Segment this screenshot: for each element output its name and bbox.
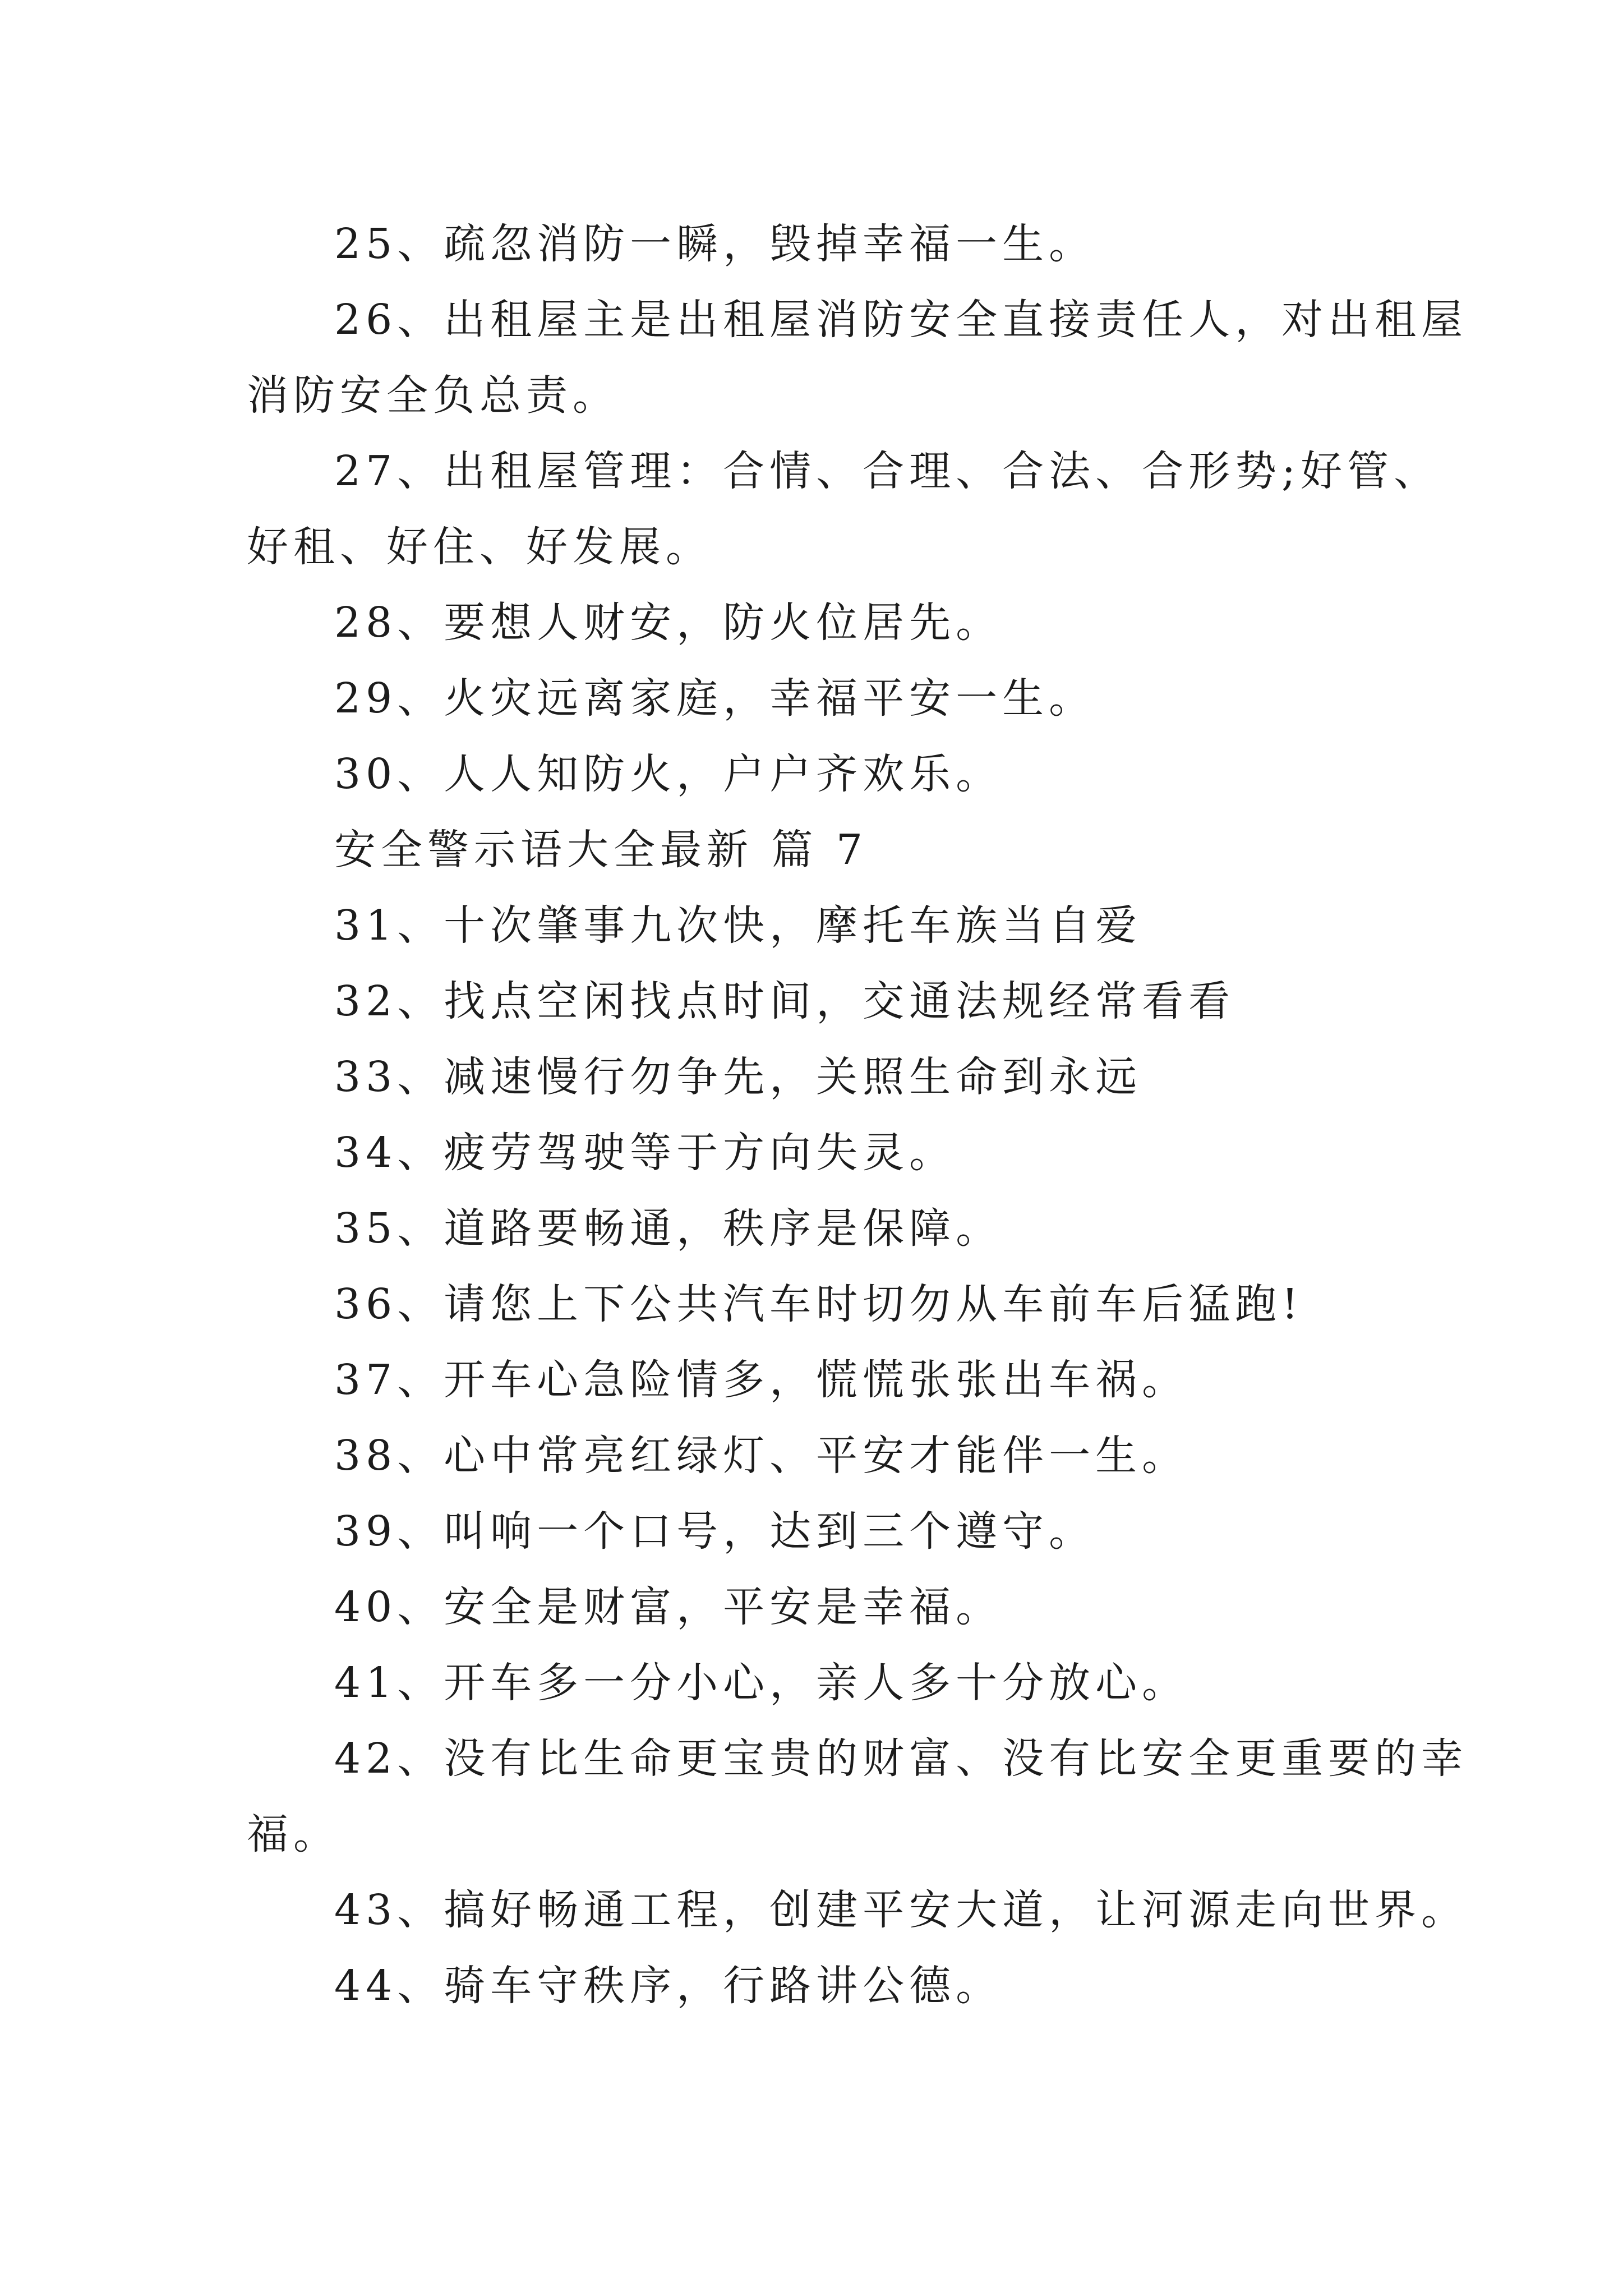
text-line: 35、道路要畅通，秩序是保障。: [334, 1204, 1003, 1253]
text-line: 36、请您上下公共汽车时切勿从车前车后猛跑!: [334, 1280, 1303, 1328]
text-line: 28、要想人财安，防火位居先。: [334, 599, 1003, 647]
text-line: 29、火灾远离家庭，幸福平安一生。: [334, 674, 1096, 723]
text-line: 33、减速慢行勿争先，关照生命到永远: [334, 1053, 1142, 1101]
text-line: 25、疏忽消防一瞬，毁掉幸福一生。: [334, 220, 1096, 268]
text-line: 43、搞好畅通工程，创建平安大道，让河源走向世界。: [334, 1886, 1468, 1934]
text-line: 42、没有比生命更宝贵的财富、没有比安全更重要的幸: [334, 1734, 1468, 1783]
text-line: 37、开车心急险情多，慌慌张张出车祸。: [334, 1356, 1189, 1404]
text-line: 26、出租屋主是出租屋消防安全直接责任人，对出租屋: [334, 296, 1468, 344]
text-line: 32、找点空闲找点时间，交通法规经常看看: [334, 977, 1235, 1025]
text-line: 39、叫响一个口号，达到三个遵守。: [334, 1507, 1096, 1556]
text-line: 27、出租屋管理：合情、合理、合法、合形势;好管、: [334, 447, 1441, 495]
text-line: 消防安全负总责。: [247, 371, 619, 420]
text-line: 福。: [247, 1810, 340, 1858]
section-heading: 安全警示语大全最新 篇 7: [334, 826, 868, 874]
text-line: 30、人人知防火，户户齐欢乐。: [334, 750, 1003, 798]
text-line: 38、心中常亮红绿灯、平安才能伴一生。: [334, 1432, 1189, 1480]
text-line: 40、安全是财富，平安是幸福。: [334, 1583, 1003, 1631]
text-line: 31、十次肇事九次快，摩托车族当自爱: [334, 901, 1142, 950]
text-line: 34、疲劳驾驶等于方向失灵。: [334, 1129, 956, 1177]
text-line: 41、开车多一分小心，亲人多十分放心。: [334, 1659, 1189, 1707]
text-line: 44、骑车守秩序，行路讲公德。: [334, 1962, 1003, 2010]
text-line: 好租、好住、好发展。: [247, 523, 712, 571]
